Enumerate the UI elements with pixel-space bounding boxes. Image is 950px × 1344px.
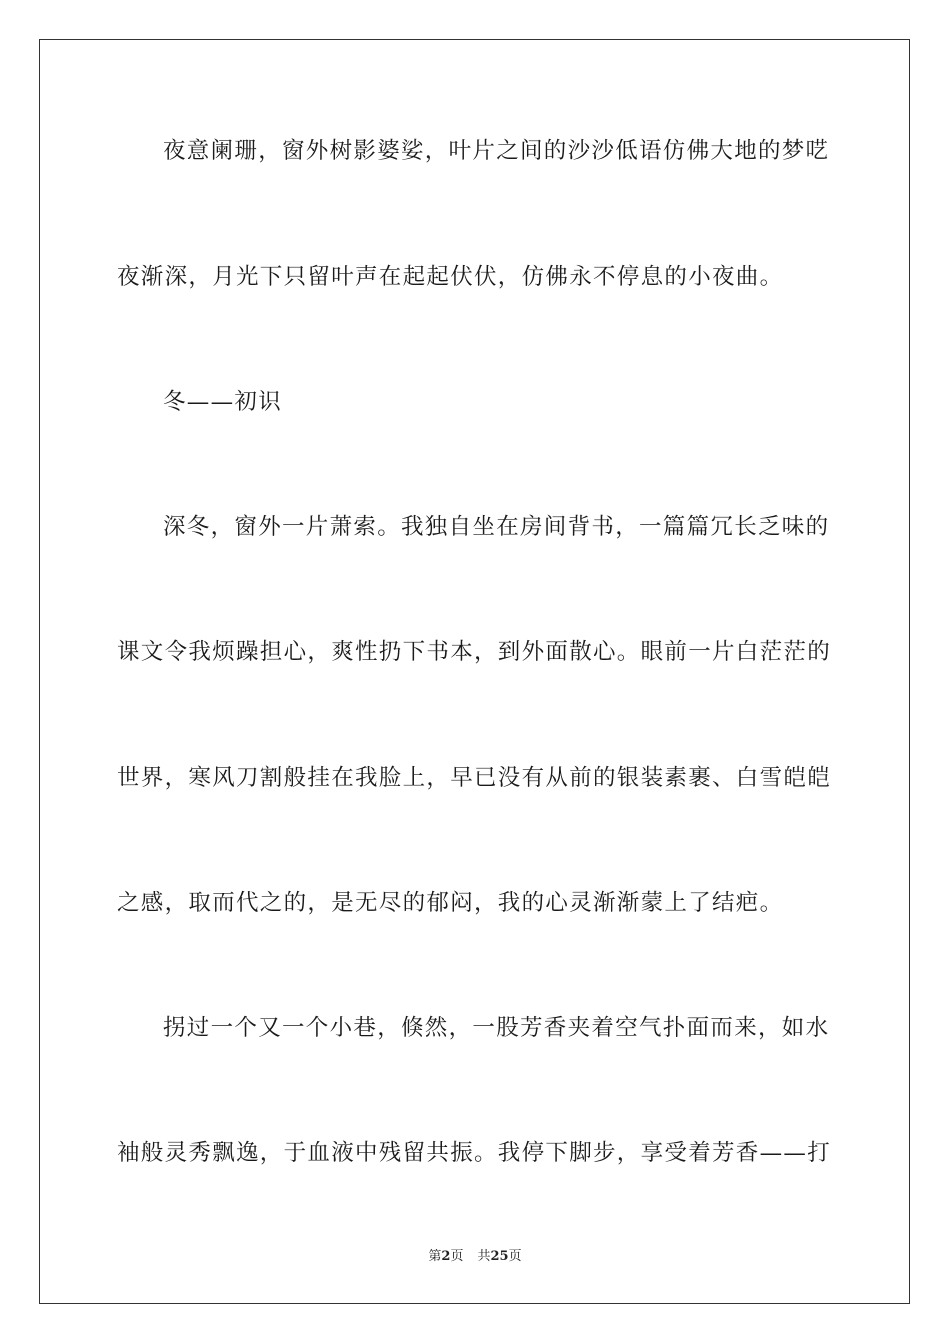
total-prefix: 共	[477, 1249, 491, 1264]
text-line-6: 世界，寒风刀割般挂在我脸上，早已没有从前的银装素裹、白雪皑皑	[117, 765, 832, 791]
text-line-8: 拐过一个又一个小巷，倏然，一股芳香夹着空气扑面而来，如水	[163, 1015, 830, 1041]
page-prefix: 第	[428, 1249, 442, 1264]
page-border	[39, 39, 910, 1304]
total-suffix: 页	[508, 1249, 522, 1264]
text-line-9: 袖般灵秀飘逸，于血液中残留共振。我停下脚步，享受着芳香——打	[117, 1140, 832, 1166]
text-line-4: 深冬，窗外一片萧索。我独自坐在房间背书，一篇篇冗长乏味的	[163, 514, 830, 540]
page-number: 2	[441, 1249, 451, 1264]
page-footer	[0, 1248, 950, 1266]
text-line-1: 夜意阑珊，窗外树影婆娑，叶片之间的沙沙低语仿佛大地的梦呓	[163, 138, 830, 164]
text-line-2: 夜渐深，月光下只留叶声在起起伏伏，仿佛永不停息的小夜曲。	[117, 264, 784, 290]
section-heading: 冬——初识	[163, 389, 283, 415]
text-line-5: 课文令我烦躁担心，爽性扔下书本，到外面散心。眼前一片白茫茫的	[117, 639, 832, 665]
page-suffix: 页	[450, 1249, 464, 1264]
text-line-7: 之感，取而代之的，是无尽的郁闷，我的心灵渐渐蒙上了结疤。	[117, 890, 784, 916]
total-pages: 25	[490, 1249, 509, 1264]
